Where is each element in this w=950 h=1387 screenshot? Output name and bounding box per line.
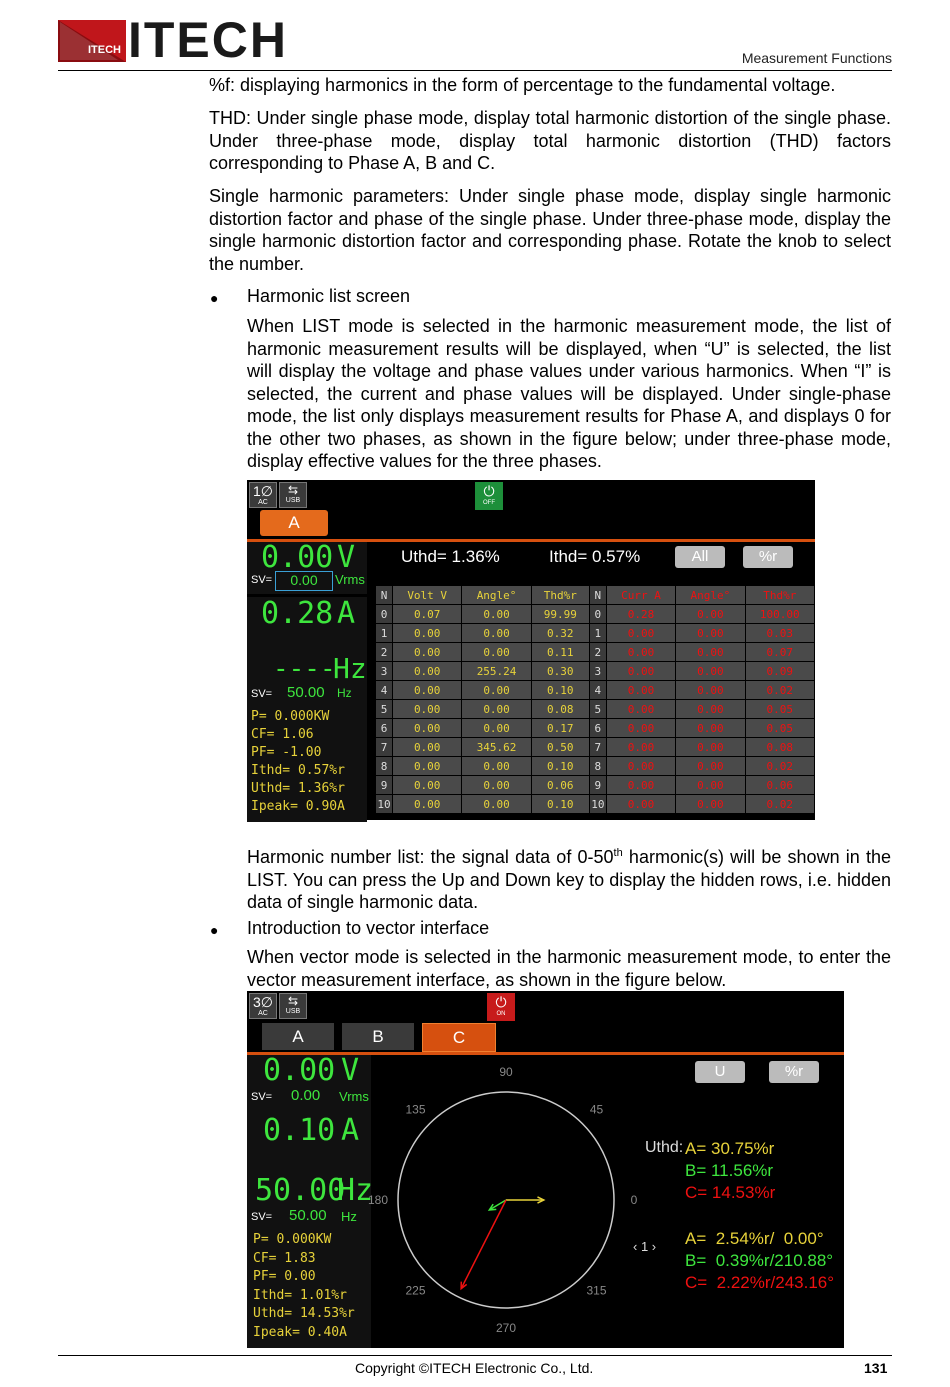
table-cell: 0.00 [462,624,531,643]
tab-b: B [342,1023,414,1050]
page-number: 131 [864,1360,888,1376]
frequency-value: 50.00 [255,1173,346,1208]
table-cell: 0 [376,605,393,624]
stat-uthd: Uthd= 14.53%r [253,1306,355,1321]
sv-hz-value: 50.00 [289,1207,327,1224]
table-cell: 0.09 [745,662,814,681]
table-cell: 0.00 [462,605,531,624]
table-cell: 0.00 [393,776,462,795]
table-cell: 0.06 [745,776,814,795]
table-cell: 0.00 [676,795,745,814]
stat-ipeak: Ipeak= 0.40A [253,1324,347,1340]
table-cell: 0.10 [531,681,589,700]
table-header: Angle° [462,586,531,605]
table-cell: 0.00 [462,643,531,662]
stat-ithd: Ithd= 0.57%r [251,763,345,778]
table-cell: 0.00 [606,795,675,814]
table-row [376,757,815,776]
hz-small: Hz [337,686,352,700]
stats-list [253,1231,355,1342]
table-cell: 3 [589,662,606,681]
phase-icon: 1∅ AC [249,482,277,508]
percent-button: %r [743,546,793,568]
table-cell: 0 [589,605,606,624]
current-unit: A [337,596,356,631]
bullet-icon: ● [210,922,219,938]
voltage-unit: V [337,540,356,575]
header-divider [58,70,892,71]
table-row [376,719,815,738]
table-cell: 0.00 [462,700,531,719]
paragraph-single-harmonic: Single harmonic parameters: Under single phase mode, display single harmonic distortion factor and phase of the single phase. Under three-phase mode, display the single harmonic distortion factor and corresponding phase. Rotate the knob to select the number. [209,186,891,274]
all-button: All [675,546,725,568]
uthd-readout: Uthd= 1.36% [401,547,500,566]
frequency-value: ---- [273,654,336,684]
table-cell: 0.00 [676,719,745,738]
table-cell: 0.00 [606,719,675,738]
table-cell: 0.10 [531,795,589,814]
table-cell: 0.10 [531,757,589,776]
table-cell: 0.00 [393,795,462,814]
vrms-label: Vrms [335,572,365,587]
table-cell: 0.00 [393,757,462,776]
table-cell: 1 [589,624,606,643]
table-cell: 0.00 [462,681,531,700]
table-cell: 0.08 [745,738,814,757]
frequency-unit: Hz [333,652,367,685]
table-cell: 9 [589,776,606,795]
logo-mark [58,20,126,62]
table-cell: 7 [589,738,606,757]
table-cell: 2 [589,643,606,662]
table-cell: 4 [376,681,393,700]
table-cell: 10 [589,795,606,814]
stat-pf: PF= -1.00 [251,745,322,760]
table-cell: 0.00 [606,738,675,757]
paragraph-vector-mode: When vector mode is selected in the harmonic measurement mode, to enter the vector measurement interface, as shown in the figure below. [247,947,891,990]
angle-label: 180 [367,1193,389,1207]
table-cell: 0.30 [531,662,589,681]
table-cell: 0.00 [676,776,745,795]
table-cell: 0.00 [676,757,745,776]
table-header: Angle° [676,586,745,605]
table-row [376,776,815,795]
table-cell: 0.50 [531,738,589,757]
table-header: Thd%r [745,586,814,605]
stat-pf: PF= 0.00 [253,1269,316,1284]
angle-label: 90 [499,1065,513,1079]
table-cell: 0.00 [606,662,675,681]
table-cell: 0.00 [393,681,462,700]
sv-hz-label: SV= [251,1211,273,1223]
uthd-a: A= 30.75%r [685,1139,775,1158]
table-cell: 0.08 [531,700,589,719]
table-cell: 6 [589,719,606,738]
p5-sup: th [613,847,623,859]
table-header: N [376,586,393,605]
table-header: Volt V [393,586,462,605]
current-value: 0.10 [263,1113,336,1148]
table-row [376,605,815,624]
table-cell: 5 [589,700,606,719]
table-cell: 0.00 [606,700,675,719]
table-cell: 0.00 [676,624,745,643]
harmonic-list-screenshot [247,480,815,820]
table-header: Thd%r [531,586,589,605]
table-cell: 0.00 [676,738,745,757]
table-cell: 0.00 [606,757,675,776]
table-cell: 0.00 [393,624,462,643]
table-cell: 0.02 [745,795,814,814]
tab-c: C [422,1023,496,1052]
paragraph-harmonic-number [247,842,891,914]
table-cell: 0.00 [606,624,675,643]
table-cell: 8 [376,757,393,776]
table-cell: 0.00 [393,719,462,738]
stat-cf: CF= 1.06 [251,727,314,742]
stat-cf: CF= 1.83 [253,1250,316,1266]
table-cell: 0.00 [676,643,745,662]
harmonic-table [375,585,815,814]
table-cell: 2 [376,643,393,662]
u-button: U [695,1061,745,1083]
table-cell: 100.00 [745,605,814,624]
current-value: 0.28 [261,596,334,631]
harmonic-b: B= 0.39%r/210.88° [685,1251,834,1270]
usb-icon: ⇆ USB [279,482,307,508]
sv-input: 0.00 [275,571,333,591]
table-cell: 1 [376,624,393,643]
tab-a: A [260,510,328,536]
table-header: Curr A [606,586,675,605]
tab-a: A [262,1023,334,1050]
table-row [376,643,815,662]
table-cell: 5 [376,700,393,719]
table-cell: 0.00 [606,776,675,795]
angle-label: 270 [495,1321,517,1335]
table-cell: 345.62 [462,738,531,757]
p5-part1: Harmonic number list: the signal data of 0-50 [247,847,614,867]
angle-label: 0 [630,1193,638,1207]
hz-small: Hz [341,1209,357,1224]
table-cell: 0.02 [745,681,814,700]
sv-hz-label: SV= [251,688,273,700]
power-icon: ⏻ ON [487,993,515,1021]
voltage-unit: V [341,1053,360,1088]
footer-divider [58,1355,892,1356]
bullet-icon: ● [210,290,219,306]
table-row [376,795,815,814]
table-cell: 0.07 [745,643,814,662]
vector-screenshot [247,991,844,1348]
paragraph-list-mode: When LIST mode is selected in the harmonic measurement mode, the list of harmonic measurement results will be displayed, when “U” is selected, the list will display the voltage and phase values under various harmonics. When “I” is selected, the current and phase values will be displayed. Under single-phase mode, the list only displays measurement results for Phase A, and displays 0 for the other two phases, as shown in the figure below; under three-phase mode, display effective values for the three phases. [247,316,891,471]
table-cell: 0.00 [606,681,675,700]
sv-value: 0.00 [291,1087,321,1104]
power-icon: ⏻ OFF [475,482,503,510]
table-cell: 0.02 [745,757,814,776]
table-cell: 0.00 [676,700,745,719]
angle-label: 135 [405,1102,426,1117]
angle-label: 315 [586,1283,607,1298]
table-cell: 0.03 [745,624,814,643]
table-cell: 0.00 [462,776,531,795]
section-title: Measurement Functions [741,50,892,66]
p5-part2: harmonic(s) will be shown in the LIST. You can press the Up and Down key to display the hidden rows, i.e. hidden data of single harmonic data. [247,847,892,912]
vrms-label: Vrms [339,1089,369,1104]
table-cell: 7 [376,738,393,757]
table-cell: 0.05 [745,700,814,719]
percent-button: %r [769,1061,819,1083]
ithd-readout: Ithd= 0.57% [549,547,641,566]
harmonic-c: C= 2.22%r/243.16° [685,1273,835,1292]
table-cell: 4 [589,681,606,700]
table-cell: 0.00 [606,643,675,662]
stats-list [251,708,345,816]
voltage-value: 0.00 [261,540,334,575]
table-cell: 0.32 [531,624,589,643]
sv-label: SV= [251,1091,273,1103]
table-cell: 0.17 [531,719,589,738]
table-cell: 0.00 [676,662,745,681]
copyright: Copyright ©ITECH Electronic Co., Ltd. [355,1360,594,1376]
table-cell: 255.24 [462,662,531,681]
table-cell: 0.00 [462,795,531,814]
paragraph-percent-f: %f: displaying harmonics in the form of percentage to the fundamental voltage. [209,75,836,95]
sv-hz-value: 50.00 [287,684,325,701]
table-row [376,681,815,700]
frequency-unit: Hz [337,1173,374,1208]
logo-text: ITECH [128,12,288,68]
harmonic-a: A= 2.54%r/ 0.00° [685,1229,824,1248]
table-cell: 0.00 [393,700,462,719]
uthd-b: B= 11.56%r [685,1161,774,1180]
table-cell: 9 [376,776,393,795]
table-row [376,624,815,643]
uthd-label: Uthd: [645,1139,684,1156]
paragraph-thd: THD: Under single phase mode, display total harmonic distortion of the single phase. Under three-phase mode, display total harmonic distortion (THD) factors corresponding to Phase A, B and C. [209,108,891,173]
table-cell: 10 [376,795,393,814]
table-cell: 0.11 [531,643,589,662]
vector-diagram [367,1055,641,1348]
uthd-c: C= 14.53%r [685,1183,776,1202]
vector-c [461,1200,506,1289]
table-header: N [589,586,606,605]
harmonic-nav: ‹ 1 › [633,1239,657,1254]
table-cell: 3 [376,662,393,681]
table-cell: 6 [376,719,393,738]
stat-p: P= 0.000KW [251,709,330,724]
current-unit: A [341,1113,360,1148]
stat-uthd: Uthd= 1.36%r [251,781,345,796]
usb-icon: ⇆ USB [279,993,307,1019]
table-cell: 0.00 [462,757,531,776]
stat-ithd: Ithd= 1.01%r [253,1287,347,1303]
table-cell: 0.00 [393,738,462,757]
sv-label: SV= [251,574,273,586]
table-cell: 0.00 [676,681,745,700]
table-row [376,738,815,757]
table-cell: 8 [589,757,606,776]
table-cell: 0.00 [676,605,745,624]
table-cell: 99.99 [531,605,589,624]
stat-ipeak: Ipeak= 0.90A [251,799,345,814]
table-row [376,700,815,719]
table-cell: 0.06 [531,776,589,795]
table-cell: 0.00 [462,719,531,738]
angle-label: 225 [405,1283,426,1298]
table-row [376,662,815,681]
table-cell: 0.07 [393,605,462,624]
phase-icon: 3∅ AC [249,993,277,1019]
table-cell: 0.05 [745,719,814,738]
logo-small-text: ITECH [88,44,121,56]
bullet-vector: Introduction to vector interface [247,918,490,938]
table-cell: 0.28 [606,605,675,624]
voltage-value: 0.00 [263,1053,336,1088]
table-cell: 0.00 [393,643,462,662]
stat-p: P= 0.000KW [253,1232,332,1247]
table-cell: 0.00 [393,662,462,681]
angle-label: 45 [589,1102,604,1117]
bullet-harmonic-list: Harmonic list screen [247,286,411,306]
